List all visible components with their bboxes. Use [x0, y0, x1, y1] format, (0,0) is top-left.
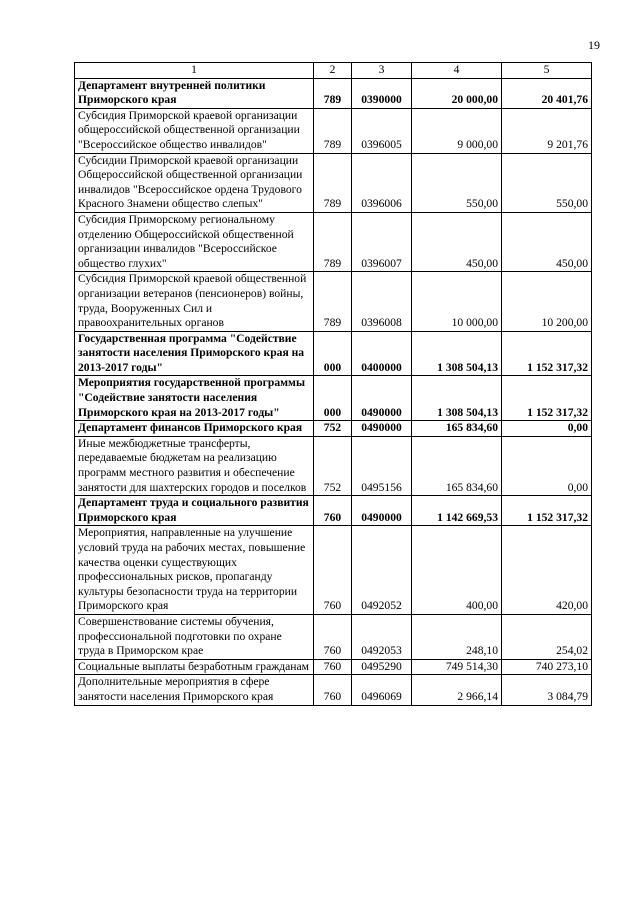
row-value-2014-cell: 1 308 504,13	[412, 331, 502, 376]
row-code-cell: 760	[314, 659, 352, 675]
row-target-cell: 0400000	[352, 331, 412, 376]
table-row	[75, 108, 592, 153]
row-name-cell: Субсидия Приморскому региональному отделению Общероссийской общественной организации инвалидов "Всероссийское общество глухих"	[75, 212, 314, 271]
row-value-2014-cell: 1 308 504,13	[412, 376, 502, 421]
row-value-2015-cell: 10 200,00	[502, 272, 592, 331]
row-code-cell: 789	[314, 108, 352, 153]
row-value-2015-cell: 254,02	[502, 614, 592, 659]
table-row	[75, 614, 592, 659]
column-header-3: 3	[352, 63, 412, 79]
row-target-cell: 0495290	[352, 659, 412, 675]
row-value-2014-cell: 2 966,14	[412, 675, 502, 705]
row-name-cell: Департамент труда и социального развития Приморского края	[75, 496, 314, 526]
row-target-cell: 0495156	[352, 436, 412, 495]
row-value-2015-cell: 1 152 317,32	[502, 496, 592, 526]
row-name-cell: Субсидии Приморской краевой организации Общероссийской общественной организации инвалидов "Всероссийское ордена Трудового Красного Знамени общество слепых"	[75, 153, 314, 212]
row-target-cell: 0490000	[352, 496, 412, 526]
row-value-2015-cell: 550,00	[502, 153, 592, 212]
row-code-cell: 752	[314, 436, 352, 495]
row-target-cell: 0492052	[352, 526, 412, 615]
row-code-cell: 000	[314, 376, 352, 421]
row-value-2014-cell: 1 142 669,53	[412, 496, 502, 526]
table-row	[75, 212, 592, 271]
row-code-cell: 000	[314, 331, 352, 376]
row-code-cell: 789	[314, 78, 352, 108]
table-row	[75, 78, 592, 108]
row-target-cell: 0396007	[352, 212, 412, 271]
table-row	[75, 659, 592, 675]
row-name-cell: Мероприятия, направленные на улучшение условий труда на рабочих местах, повышение качества оценки существующих профессиональных рисков, пропаганду культуры безопасности труда на территории Приморского края	[75, 526, 314, 615]
row-value-2014-cell: 10 000,00	[412, 272, 502, 331]
row-target-cell: 0492053	[352, 614, 412, 659]
row-value-2014-cell: 550,00	[412, 153, 502, 212]
table-row	[75, 376, 592, 421]
row-name-cell: Мероприятия государственной программы "Содействие занятости населения Приморского края на 2013-2017 годы"	[75, 376, 314, 421]
table-row	[75, 272, 592, 331]
row-value-2014-cell: 165 834,60	[412, 436, 502, 495]
table-row	[75, 153, 592, 212]
row-value-2015-cell: 3 084,79	[502, 675, 592, 705]
table-body	[75, 63, 592, 706]
row-code-cell: 752	[314, 421, 352, 437]
column-header-4: 4	[412, 63, 502, 79]
row-value-2015-cell: 450,00	[502, 212, 592, 271]
table-row	[75, 526, 592, 615]
page-number: 19	[588, 38, 600, 52]
row-target-cell: 0496069	[352, 675, 412, 705]
column-header-2: 2	[314, 63, 352, 79]
table-row	[75, 675, 592, 705]
row-value-2015-cell: 20 401,76	[502, 78, 592, 108]
row-target-cell: 0396008	[352, 272, 412, 331]
row-value-2014-cell: 749 514,30	[412, 659, 502, 675]
row-value-2015-cell: 740 273,10	[502, 659, 592, 675]
row-target-cell: 0396005	[352, 108, 412, 153]
row-value-2014-cell: 165 834,60	[412, 421, 502, 437]
row-code-cell: 760	[314, 526, 352, 615]
budget-table	[74, 62, 592, 706]
row-target-cell: 0390000	[352, 78, 412, 108]
row-name-cell: Субсидия Приморской краевой общественной организации ветеранов (пенсионеров) войны, труда, Вооруженных Сил и правоохранительных органов	[75, 272, 314, 331]
row-name-cell: Субсидия Приморской краевой организации общероссийской общественной организации "Всероссийское общество инвалидов"	[75, 108, 314, 153]
row-code-cell: 789	[314, 153, 352, 212]
row-name-cell: Иные межбюджетные трансферты, передаваемые бюджетам на реализацию программ местного развития и обеспечение занятости для шахтерских городов и поселков	[75, 436, 314, 495]
row-value-2014-cell: 9 000,00	[412, 108, 502, 153]
row-name-cell: Совершенствование системы обучения, профессиональной подготовки по охране труда в Приморском крае	[75, 614, 314, 659]
row-code-cell: 760	[314, 675, 352, 705]
row-code-cell: 760	[314, 614, 352, 659]
row-value-2015-cell: 0,00	[502, 436, 592, 495]
column-header-1: 1	[75, 63, 314, 79]
row-value-2015-cell: 0,00	[502, 421, 592, 437]
row-name-cell: Департамент финансов Приморского края	[75, 421, 314, 437]
table-row	[75, 421, 592, 437]
row-value-2015-cell: 9 201,76	[502, 108, 592, 153]
row-code-cell: 789	[314, 272, 352, 331]
row-value-2014-cell: 20 000,00	[412, 78, 502, 108]
table-row	[75, 331, 592, 376]
row-value-2014-cell: 248,10	[412, 614, 502, 659]
row-value-2015-cell: 1 152 317,32	[502, 331, 592, 376]
table-header-row	[75, 63, 592, 79]
column-header-5: 5	[502, 63, 592, 79]
row-code-cell: 760	[314, 496, 352, 526]
table-row	[75, 436, 592, 495]
row-name-cell: Социальные выплаты безработным гражданам	[75, 659, 314, 675]
row-value-2015-cell: 1 152 317,32	[502, 376, 592, 421]
row-target-cell: 0396006	[352, 153, 412, 212]
row-target-cell: 0490000	[352, 376, 412, 421]
row-code-cell: 789	[314, 212, 352, 271]
row-target-cell: 0490000	[352, 421, 412, 437]
table-row	[75, 496, 592, 526]
row-value-2014-cell: 400,00	[412, 526, 502, 615]
row-name-cell: Государственная программа "Содействие занятости населения Приморского края на 2013-2017 годы"	[75, 331, 314, 376]
row-value-2014-cell: 450,00	[412, 212, 502, 271]
row-name-cell: Департамент внутренней политики Приморского края	[75, 78, 314, 108]
row-value-2015-cell: 420,00	[502, 526, 592, 615]
row-name-cell: Дополнительные мероприятия в сфере занятости населения Приморского края	[75, 675, 314, 705]
